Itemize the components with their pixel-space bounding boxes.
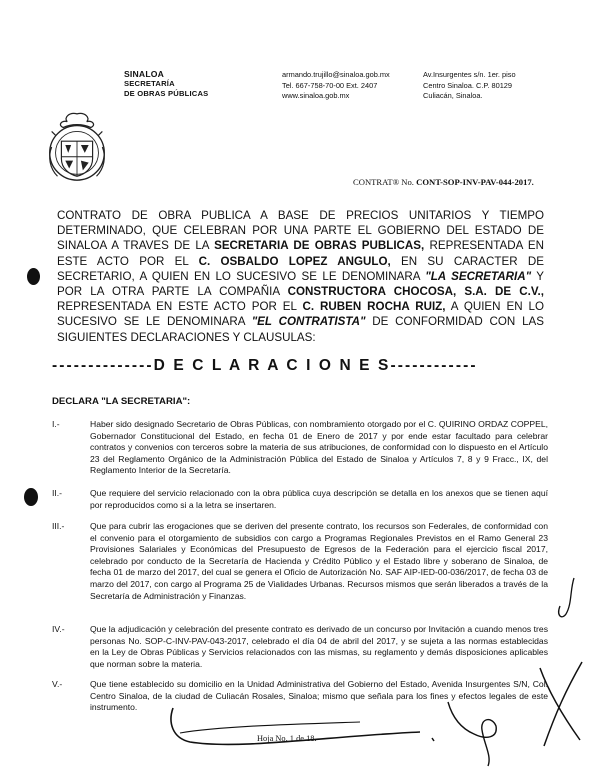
contact-phone: Tel. 667-758-70-00 Ext. 2407 — [282, 80, 378, 90]
intro-bold-el-contratista: "EL CONTRATISTA" — [251, 315, 366, 329]
declarations-title: --------------D E C L A R A C I O N E S------------ — [52, 357, 478, 374]
declaration-text: Que la adjudicación y celebración del presente contrato es derivado de un concurso por Invitación a cuando menos tres personas No. SOP-C-INV-PAV-043-2017, celebrado el día 04 de abril del 2017, y se sujeta a las normas establecidas en la Ley de Obras Públicas y Servicios relacionados con las mismas, su reglamento y demás disposiciones aplicables que norman sobre la materia. — [90, 624, 548, 669]
signature-stroke — [559, 578, 574, 617]
address-line-2: Centro Sinaloa. C.P. 80129 — [423, 80, 513, 90]
declaration-number: I.- — [52, 419, 60, 429]
declaration-text: Que para cubrir las erogaciones que se deriven del presente contrato, los recursos son Federales, de conformidad con el convenio para el otorgamiento de subsidios con cargo a Programas Regionales Previstos en el Ramo General 23 Provisiones Salariales y Económicas del Presupuesto de Egresos de la Federación para el ejercicio fiscal 2017, celebrado por conducto de la Secretaría de Hacienda y Crédito Público y el Estado libre y soberano de Sinaloa, de fecha 01 de marzo del 2017, del cual se genera el Oficio de Autorización No. SAF AIP-IED-00-036/2017, de fecha 03 de marzo del 2017, con cargo al Programa 25 de Vialidades Urbanas. Recursos mismos que serán liberados a través de la Secretaría de Administración y Finanzas. — [90, 521, 548, 601]
declaration-number: II.- — [52, 488, 63, 498]
intro-bold-la-secretaria: "LA SECRETARIA" — [425, 269, 532, 283]
intro-text-4: Y POR LA OTRA PARTE LA COMPAÑIA — [57, 269, 544, 299]
intro-bold-company: CONSTRUCTORA CHOCOSA, S.A. DE C.V., — [287, 285, 545, 299]
signature-stroke — [432, 738, 434, 741]
declaration-text: Que requiere del servicio relacionado con la obra pública cuya descripción se detalla en los anexos que se tienen aquí por reproducidos como si a la letra se insertaren. — [90, 488, 548, 510]
address-line-3: Culiacán, Sinaloa. — [423, 91, 483, 100]
intro-text-6: A QUIEN EN LO SUCESIVO SE LE DENOMINARA — [57, 300, 544, 329]
intro-text-2: REPRESENTADA EN ESTE ACTO POR EL — [57, 239, 544, 268]
signature-stroke — [171, 708, 420, 744]
intro-text-1: CONTRATO DE OBRA PUBLICA A BASE DE PRECIOS UNITARIOS Y TIEMPO DETERMINADO, QUE CELEBRAN POR UNA PARTE EL GOBIERNO DEL ESTADO DE SINALOA A TRAVES DE LA — [57, 209, 544, 253]
intro-text-3: EN SU CARACTER DE SECRETARIO, A QUIEN EN LO SUCESIVO SE LE DENOMINARA — [57, 254, 544, 283]
contract-number-label: CONTRAT® No. — [353, 177, 414, 187]
address-line-1: Av.Insurgentes s/n. 1er. piso — [423, 70, 516, 79]
declaration-text: Haber sido designado Secretario de Obras Públicas, con nombramiento otorgado por el C. QUIRINO ORDAZ COPPEL, Gobernador Constitucional del Estado, en fecha 01 de Enero de 2017 y por ende estar facultado para celebrar contratos y convenios con terceros sobre la materia de sus atribuciones, de conformidad con lo dispuesto en el Artículo 23 del Reglamento Orgánico de la Administración Pública del Estado de Sinaloa y Artículos 7, 8 y 9 Fracc., IX, del Reglamento Interior de la Secretaría. — [90, 419, 548, 476]
declaration-number: IV.- — [52, 624, 65, 634]
intro-bold-secretaria: SECRETARIA DE OBRAS PUBLICAS, — [214, 239, 425, 253]
org-line-state: SINALOA — [124, 69, 165, 79]
intro-text-5: REPRESENTADA EN ESTE ACTO POR EL — [57, 300, 303, 314]
org-line-secretaria: SECRETARÍA — [124, 79, 175, 88]
declaration-number: III.- — [52, 521, 65, 531]
signature-stroke — [540, 662, 582, 746]
declaration-number: V.- — [52, 679, 63, 689]
contract-number-value: CONT-SOP-INV-PAV-044-2017. — [416, 177, 534, 187]
org-line-obras: DE OBRAS PÚBLICAS — [124, 89, 209, 98]
intro-text-7: DE CONFORMIDAD CON LAS SIGUIENTES DECLARACIONES Y CLAUSULAS: — [57, 315, 544, 344]
signature-stroke — [448, 702, 496, 766]
declarations-subtitle: DECLARA "LA SECRETARIA": — [52, 396, 191, 407]
declaration-text: Que tiene establecido su domicilio en la Unidad Administrativa del Gobierno del Estado, Avenida Insurgentes S/N, Col. Centro Sinaloa, de la ciudad de Culiacán Rosales, Sinaloa; mismo que señala para los fines y efectos legales de este instrumento. — [90, 679, 548, 713]
contact-email: armando.trujillo@sinaloa.gob.mx — [282, 70, 390, 79]
contact-website: www.sinaloa.gob.mx — [282, 91, 350, 100]
intro-bold-secretary-name: C. OSBALDO LOPEZ ANGULO, — [198, 254, 391, 268]
signature-stroke — [180, 722, 360, 733]
intro-bold-representative: C. RUBEN ROCHA RUIZ, — [302, 300, 446, 314]
page-number: Hoja No. 1 de 18.- — [257, 734, 320, 743]
